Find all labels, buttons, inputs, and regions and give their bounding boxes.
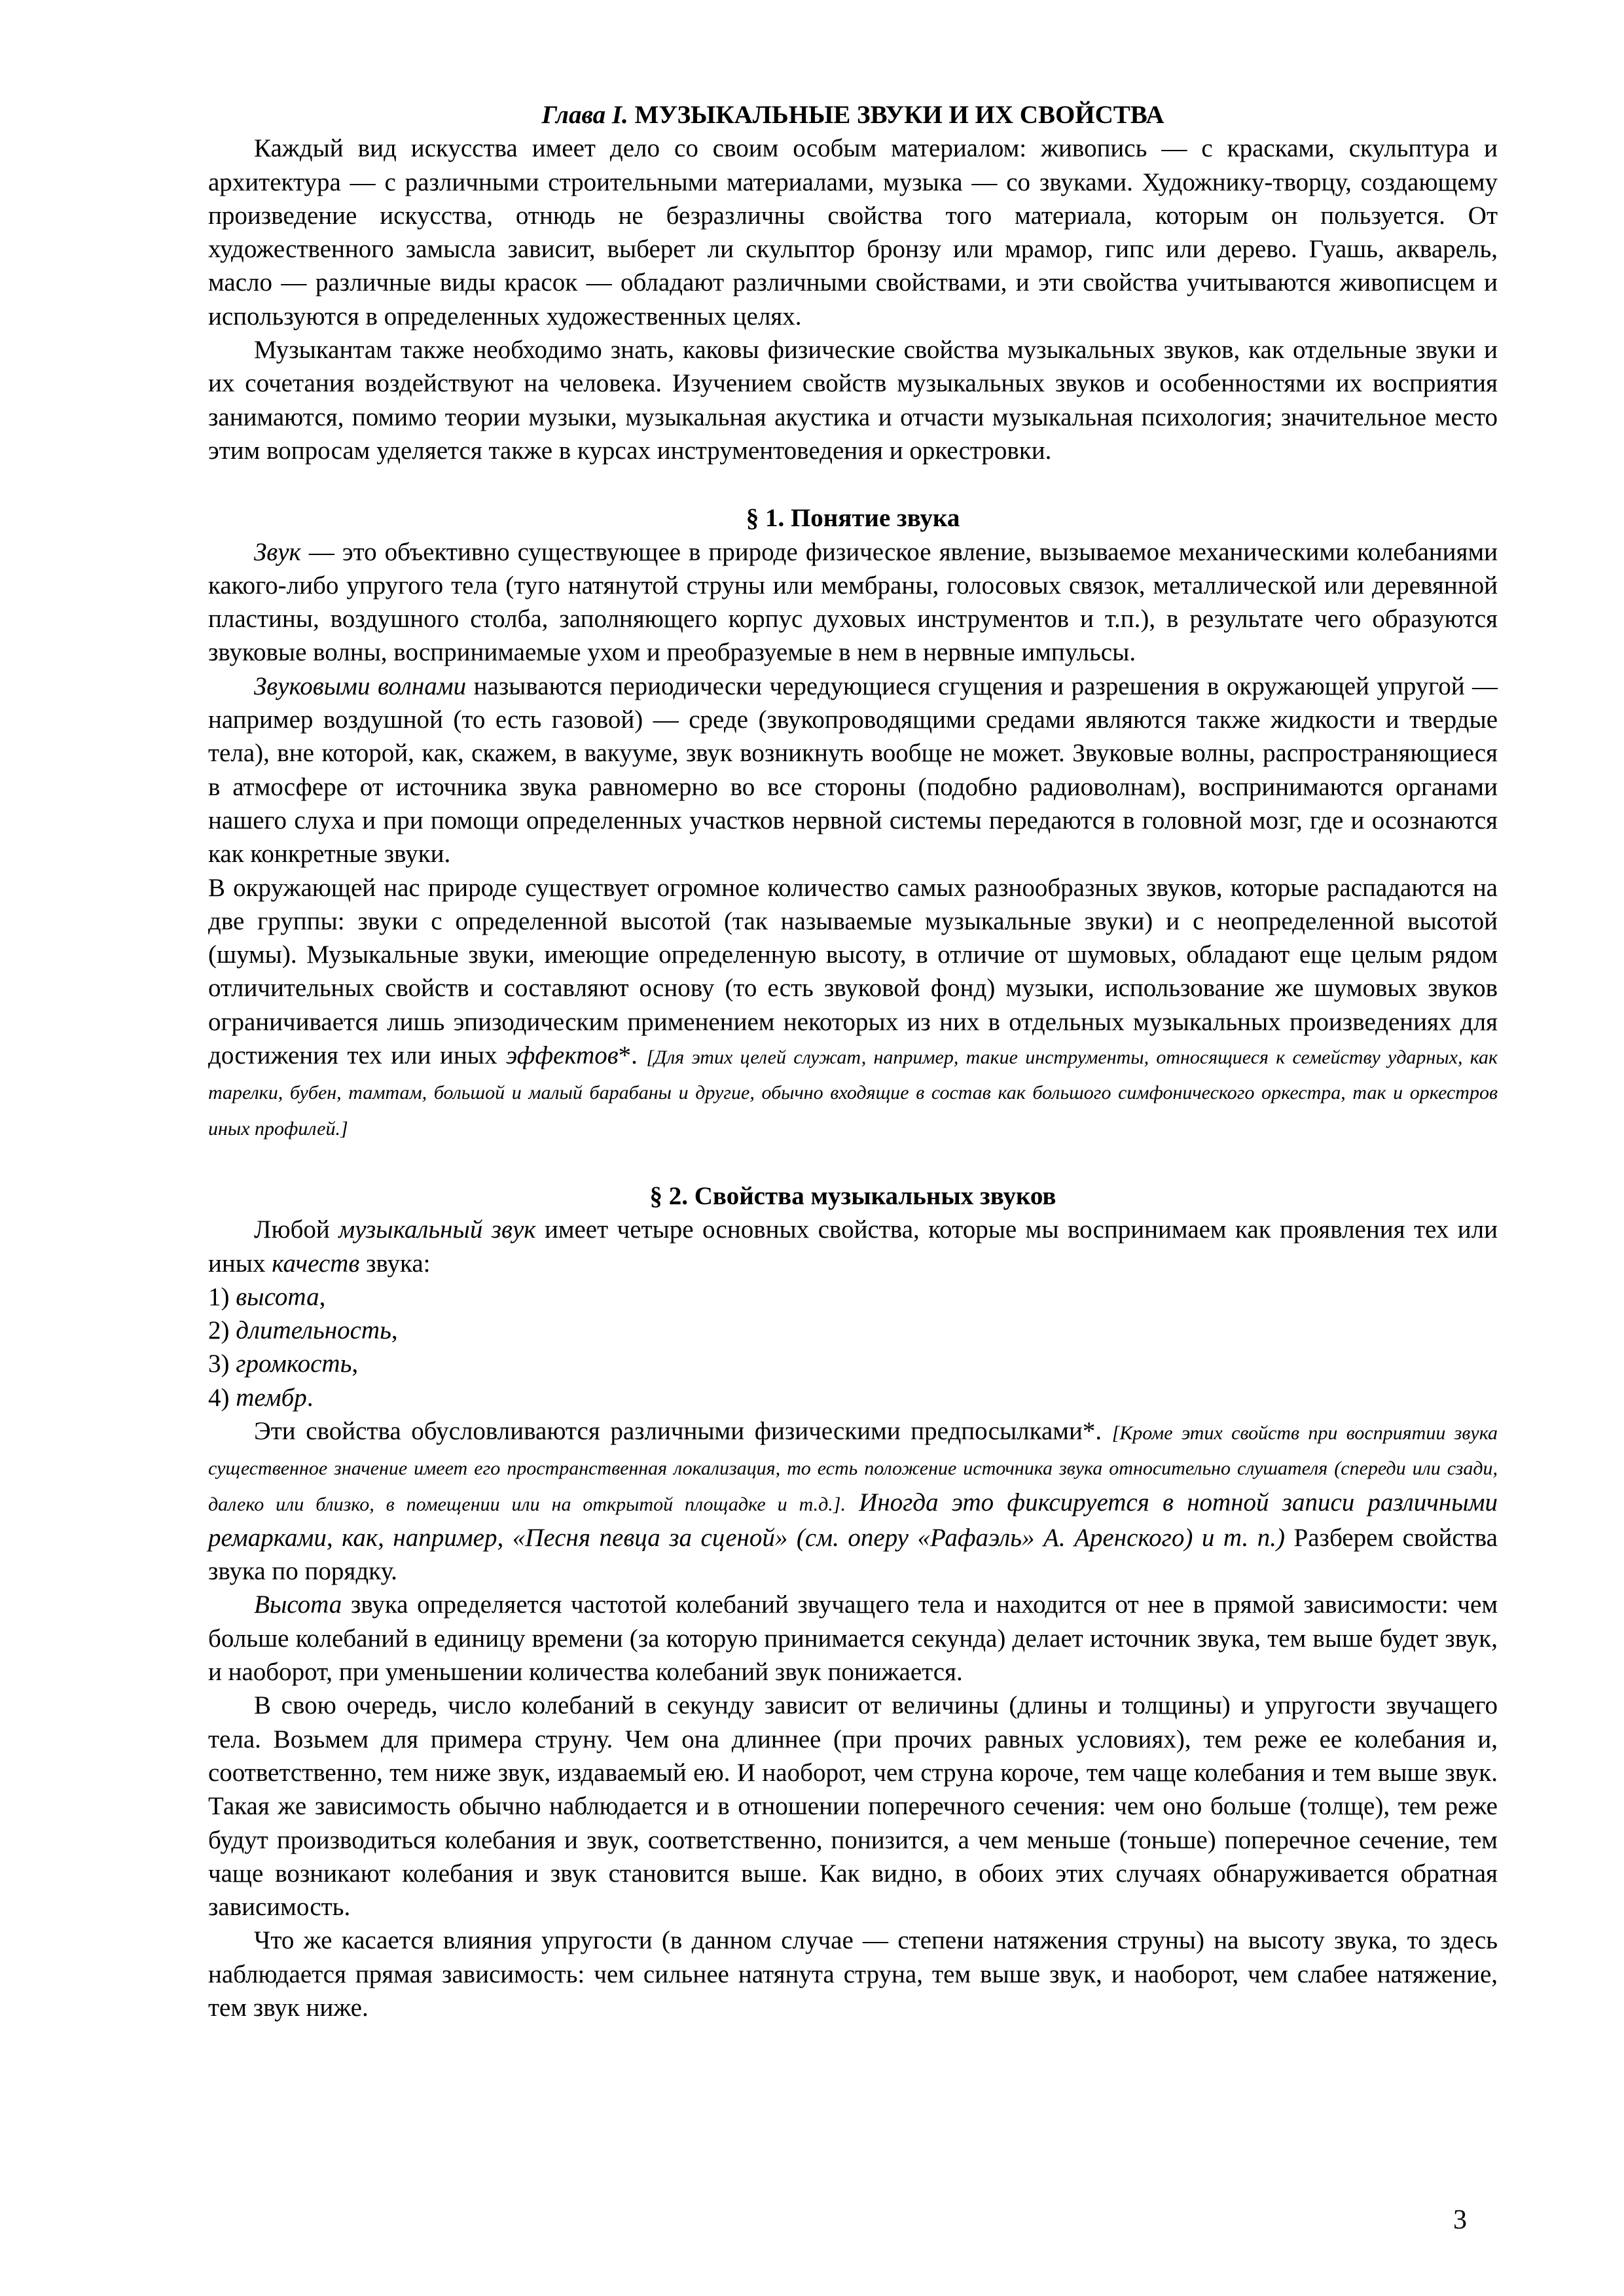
term-qualities: качеств — [272, 1249, 360, 1278]
intro-paragraph-2: Музыкантам также необходимо знать, каковы физические свойства музыкальных звуков, как отдельные звуки и их сочетания воздействуют на человека. Изучением свойств музыкальных звуков и особенностями их восприятия занимаются, помимо теории музыки, музыкальная акустика и отчасти музыкальная психология; значительное место этим вопросам уделяется также в курсах инструментоведения и оркестровки. — [208, 336, 1498, 465]
list-item-number: 3) — [208, 1350, 236, 1378]
list-item-term: тембр — [236, 1383, 307, 1412]
properties-intro-text-c: звука: — [359, 1249, 431, 1278]
list-item-punct: , — [391, 1316, 398, 1345]
list-item-number: 4) — [208, 1383, 236, 1412]
chapter-label: Глава I. — [541, 101, 628, 129]
properties-list — [208, 1280, 1498, 1414]
chapter-title — [208, 98, 1498, 132]
physical-premises-text: Эти свойства обусловливаются различными физическими предпосылками*. — [254, 1416, 1112, 1445]
term-musical-sound: музыкальный звук — [338, 1215, 536, 1244]
section-1-heading: § 1. Понятие звука — [746, 504, 960, 533]
sound-definition-text: — это объективно существующее в природе физическое явление, вызываемое механическими колебаниями какого-либо упругого тела (туго натянутой струны или мембраны, голосовых связок, металлической или деревянной пластины, воздушного столба, заполняющего корпус духовых инструментов и т.п.), в результате чего образуются звуковые волны, воспринимаемые ухом и преобразуемые в нем в нервные импульсы. — [208, 537, 1498, 667]
sound-waves-paragraph — [208, 670, 1498, 871]
pitch-text: звука определяется частотой колебаний звучащего тела и находится от нее в прямой зависимости: чем больше колебаний в единицу времени (за которую принимается секунда) делает источник звука, тем выше будет звук, и наоборот, при уменьшении количества колебаний звук понижается. — [208, 1590, 1498, 1687]
pitch-paragraph — [208, 1588, 1498, 1689]
remark-italic-text: Иногда это фиксируется в нотной записи различными ремарками, как, например, «Песня певца за сценой» (см. оперу «Рафаэль» А. Аренского) и т. п.) — [208, 1488, 1498, 1552]
footnote-localization: [Кроме этих свойств при восприятии звука существенное значение имеет его пространственная локализация, то есть положение источника звука относительно слушателя (спереди или сзади, далеко или близко, в помещении или на открытой площадке и т.д.]. — [208, 1422, 1498, 1515]
properties-intro-text-a: Любой — [254, 1215, 339, 1244]
footnote-instruments: [Для этих целей служат, например, такие инструменты, относящиеся к семейству ударных, как тарелки, бубен, тамтам, большой и малый барабаны и другие, обычно входящие в состав как большого симфонического оркестра, так и оркестров иных профилей.] — [208, 1047, 1498, 1139]
sound-groups-paragraph — [208, 871, 1498, 1145]
list-item — [208, 1280, 1498, 1314]
list-item-punct: . — [306, 1383, 314, 1412]
term-sound: Звук — [254, 537, 301, 566]
physical-premises-end: Разберем свойства звука по порядку. — [208, 1523, 1498, 1586]
properties-intro-text-b: имеет четыре основных свойства, которые мы воспринимаем как проявления тех или иных — [208, 1215, 1498, 1278]
sound-definition-paragraph — [208, 535, 1498, 670]
chapter-title-text: МУЗЫКАЛЬНЫЕ ЗВУКИ И ИХ СВОЙСТВА — [634, 101, 1164, 129]
footnote-star: *. — [618, 1041, 647, 1070]
list-item-term: длительность — [236, 1316, 391, 1345]
string-paragraph: В свою очередь, число колебаний в секунду зависит от величины (длины и толщины) и упругости звучащего тела. Возьмем для примера струну. Чем она длиннее (при прочих равных условиях), тем реже ее колебания и, соответственно, тем ниже звук, издаваемый ею. И наоборот, чем струна короче, тем чаще колебания и тем выше звук. Такая же зависимость обычно наблюдается и в отношении поперечного сечения: чем оно больше (толще), тем реже будут производиться колебания и звук, соответственно, понизится, а чем меньше (тоньше) поперечное сечение, тем чаще возникают колебания и звук становится выше. Как видно, в обоих этих случаях обнаруживается обратная зависимость. — [208, 1691, 1498, 1922]
physical-premises-paragraph — [208, 1414, 1498, 1588]
list-item-term: высота — [236, 1282, 319, 1311]
list-item-punct: , — [319, 1282, 326, 1311]
tension-paragraph: Что же касается влияния упругости (в данном случае — степени натяжения струны) на высоту звука, то здесь наблюдается прямая зависимость: чем сильнее натянута струна, тем выше звук, и наоборот, чем слабее натяжение, тем звук ниже. — [208, 1926, 1498, 2022]
document-page — [208, 98, 1498, 2024]
list-item — [208, 1381, 1498, 1414]
section-2-heading: § 2. Свойства музыкальных звуков — [649, 1181, 1056, 1210]
list-item-term: громкость — [236, 1350, 352, 1378]
list-item — [208, 1314, 1498, 1347]
list-item — [208, 1347, 1498, 1380]
term-sound-waves: Звуковыми волнами — [254, 672, 467, 700]
sound-waves-text: называются периодически чередующиеся сгущения и разрешения в окружающей упругой — например воздушной (то есть газовой) — среде (звукопроводящими средами являются также жидкости и твердые тела), вне которой, как, скажем, в вакууме, звук возникнуть вообще не может. Звуковые волны, распространяющиеся в атмосфере от источника звука равномерно во все стороны (подобно радиоволнам), воспринимаются органами нашего слуха и при помощи определенных участков нервной системы передаются в головной мозг, где и осознаются как конкретные звуки. — [208, 672, 1498, 869]
properties-intro-paragraph — [208, 1213, 1498, 1280]
term-pitch: Высота — [254, 1590, 342, 1619]
term-effects: эффектов — [505, 1041, 619, 1070]
sound-groups-text: В окружающей нас природе существует огромное количество самых разнообразных звуков, которые распадаются на две группы: звуки с определенной высотой (так называемые музыкальные звуки) и с неопределенной высотой (шумы). Музыкальные звуки, имеющие определенную высоту, в отличие от шумовых, обладают еще целым рядом отличительных свойств и составляют основу (то есть звуковой фонд) музыки, использование же шумовых звуков ограничивается лишь эпизодическим применением некоторых из них в отдельных музыкальных произведениях для достижения тех или иных — [208, 873, 1498, 1070]
page-number: 3 — [1453, 2205, 1467, 2235]
list-item-number: 1) — [208, 1282, 236, 1311]
intro-paragraph-1: Каждый вид искусства имеет дело со своим особым материалом: живопись — с красками, скульптура и архитектура — с различными строительными материалами, музыка — со звуками. Художнику-творцу, создающему произведение искусства, отнюдь не безразличны свойства того материала, которым он пользуется. От художественного замысла зависит, выберет ли скульптор бронзу или мрамор, гипс или дерево. Гуашь, акварель, масло — различные виды красок — обладают различными свойствами, и эти свойства учитываются живописцем и используются в определенных художественных целях. — [208, 134, 1498, 331]
list-item-number: 2) — [208, 1316, 236, 1345]
list-item-punct: , — [352, 1350, 359, 1378]
